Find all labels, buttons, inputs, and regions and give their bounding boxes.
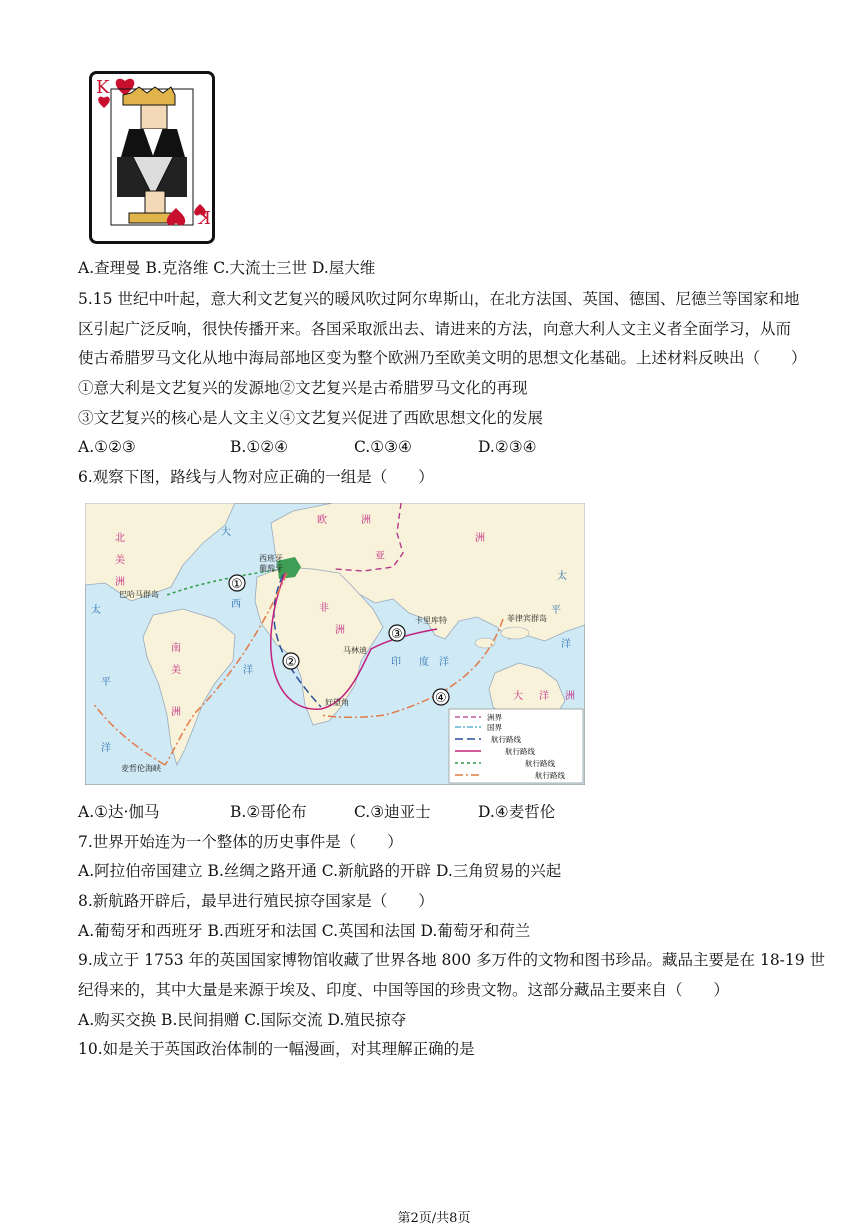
legend-route-orange: 航行路线 xyxy=(535,771,565,780)
af-label-2: 洲 xyxy=(335,625,345,636)
legend-route-magenta: 航行路线 xyxy=(505,747,535,756)
pac-east-label-1: 太 xyxy=(557,571,567,582)
svg-text:①: ① xyxy=(231,577,243,592)
place-bahamas: 巴哈马群岛 xyxy=(119,590,159,599)
svg-text:④: ④ xyxy=(435,691,447,706)
q5-option-b: B.①②④ xyxy=(230,438,289,456)
q6-stem: 6.观察下图，路线与人物对应正确的一组是（ ） xyxy=(78,468,434,486)
atl-label-2: 西 xyxy=(231,599,241,610)
ind-label-3: 洋 xyxy=(439,657,449,668)
legend-country-border: 国界 xyxy=(487,723,502,732)
place-magellan: 麦哲伦海峡 xyxy=(121,764,161,773)
pac-label-3: 洋 xyxy=(101,743,111,754)
q4-options: A.查理曼 B.克洛维 C.大流士三世 D.屋大维 xyxy=(78,259,376,277)
sa-label-3: 洲 xyxy=(171,707,181,718)
oc-label-1: 大 xyxy=(513,691,523,702)
place-cape: 好望角 xyxy=(325,698,349,707)
king-of-hearts-card-image xyxy=(89,71,215,244)
q6-option-a: A.①达·伽马 xyxy=(78,803,160,821)
q10-stem: 10.如是关于英国政治体制的一幅漫画，对其理解正确的是 xyxy=(78,1040,475,1058)
q9-options: A.购买交换 B.民间捐赠 C.国际交流 D.殖民掠夺 xyxy=(78,1011,407,1029)
map-legend xyxy=(449,709,583,783)
voyage-routes-map xyxy=(85,503,585,785)
card-rank-bottom: K xyxy=(197,206,211,227)
sa-label-2: 美 xyxy=(171,665,181,676)
q8-options: A.葡萄牙和西班牙 B.西班牙和法国 C.英国和法国 D.葡萄牙和荷兰 xyxy=(78,922,531,940)
q5-option-c: C.①③④ xyxy=(354,438,412,456)
na-label-1: 北 xyxy=(115,533,125,544)
na-label-3: 洲 xyxy=(115,577,125,588)
marker-1 xyxy=(229,575,245,592)
as-label-2: 洲 xyxy=(475,533,485,544)
q7-stem: 7.世界开始连为一个整体的历史事件是（ ） xyxy=(78,833,403,851)
q5-line-2: 区引起广泛反响，很快传播开来。各国采取派出去、请进来的方法，向意大利人文主义者全面学习，从而 xyxy=(78,320,792,338)
svg-text:②: ② xyxy=(285,655,297,670)
af-label-1: 非 xyxy=(319,603,329,614)
q6-option-b: B.②哥伦布 xyxy=(230,803,307,821)
ind-label-1: 印 xyxy=(391,657,401,668)
q8-stem: 8.新航路开辟后，最早进行殖民掠夺国家是（ ） xyxy=(78,892,434,910)
atl-label-1: 大 xyxy=(221,527,231,538)
na-label-2: 美 xyxy=(115,555,125,566)
legend-route-blue: 航行路线 xyxy=(491,735,521,744)
oc-label-2: 洋 xyxy=(539,691,549,702)
place-spain: 西班牙 xyxy=(259,554,283,563)
marker-2 xyxy=(283,653,299,670)
place-philippines: 菲律宾群岛 xyxy=(507,614,547,623)
pac-label-2: 平 xyxy=(101,677,111,688)
legend-route-green: 航行路线 xyxy=(525,759,555,768)
q5-option-a: A.①②③ xyxy=(78,438,136,456)
q6-option-c: C.③迪亚士 xyxy=(354,803,431,821)
ind-label-2: 度 xyxy=(419,657,429,668)
q5-line-1: 5.15 世纪中叶起，意大利文艺复兴的暖风吹过阿尔卑斯山，在北方法国、英国、德国、尼德兰等国家和地 xyxy=(78,290,800,308)
eu-label-2: 洲 xyxy=(361,515,371,526)
page-number: 第2页/共8页 xyxy=(397,1211,471,1226)
place-calicut: 卡里库特 xyxy=(415,616,447,625)
sa-label-1: 南 xyxy=(171,643,181,654)
eu-label-1: 欧 xyxy=(317,515,327,526)
q9-line-2: 纪得来的，其中大量是来源于埃及、印度、中国等国的珍贵文物。这部分藏品主要来自（ ） xyxy=(78,981,730,999)
place-portugal: 葡萄牙 xyxy=(259,564,283,573)
card-rank-top: K xyxy=(96,77,110,98)
as-label-1: 亚 xyxy=(375,551,385,562)
q6-option-d: D.④麦哲伦 xyxy=(478,803,556,821)
legend-continent-border: 洲界 xyxy=(487,713,502,722)
atl-label-3: 洋 xyxy=(243,665,253,676)
oc-label-3: 洲 xyxy=(565,691,575,702)
marker-3 xyxy=(389,625,405,642)
q5-statement-2: ③文艺复兴的核心是人文主义④文艺复兴促进了西欧思想文化的发展 xyxy=(78,409,544,427)
q7-options: A.阿拉伯帝国建立 B.丝绸之路开通 C.新航路的开辟 D.三角贸易的兴起 xyxy=(78,862,562,880)
pac-east-label-2: 平 xyxy=(551,605,561,616)
q9-line-1: 9.成立于 1753 年的英国国家博物馆收藏了世界各地 800 多万件的文物和图书珍品。藏品主要是在 18-19 世 xyxy=(78,951,826,969)
pac-east-label-3: 洋 xyxy=(561,639,571,650)
marker-4 xyxy=(433,689,449,706)
pac-label-1: 太 xyxy=(91,605,101,616)
place-malindi: 马林迪 xyxy=(343,646,367,655)
q5-line-3: 使古希腊罗马文化从地中海局部地区变为整个欧洲乃至欧美文明的思想文化基础。上述材料反映出（ ） xyxy=(78,349,807,367)
svg-text:③: ③ xyxy=(391,627,403,642)
q5-option-d: D.②③④ xyxy=(478,438,537,456)
q5-statement-1: ①意大利是文艺复兴的发源地②文艺复兴是古希腊罗马文化的再现 xyxy=(78,379,528,397)
